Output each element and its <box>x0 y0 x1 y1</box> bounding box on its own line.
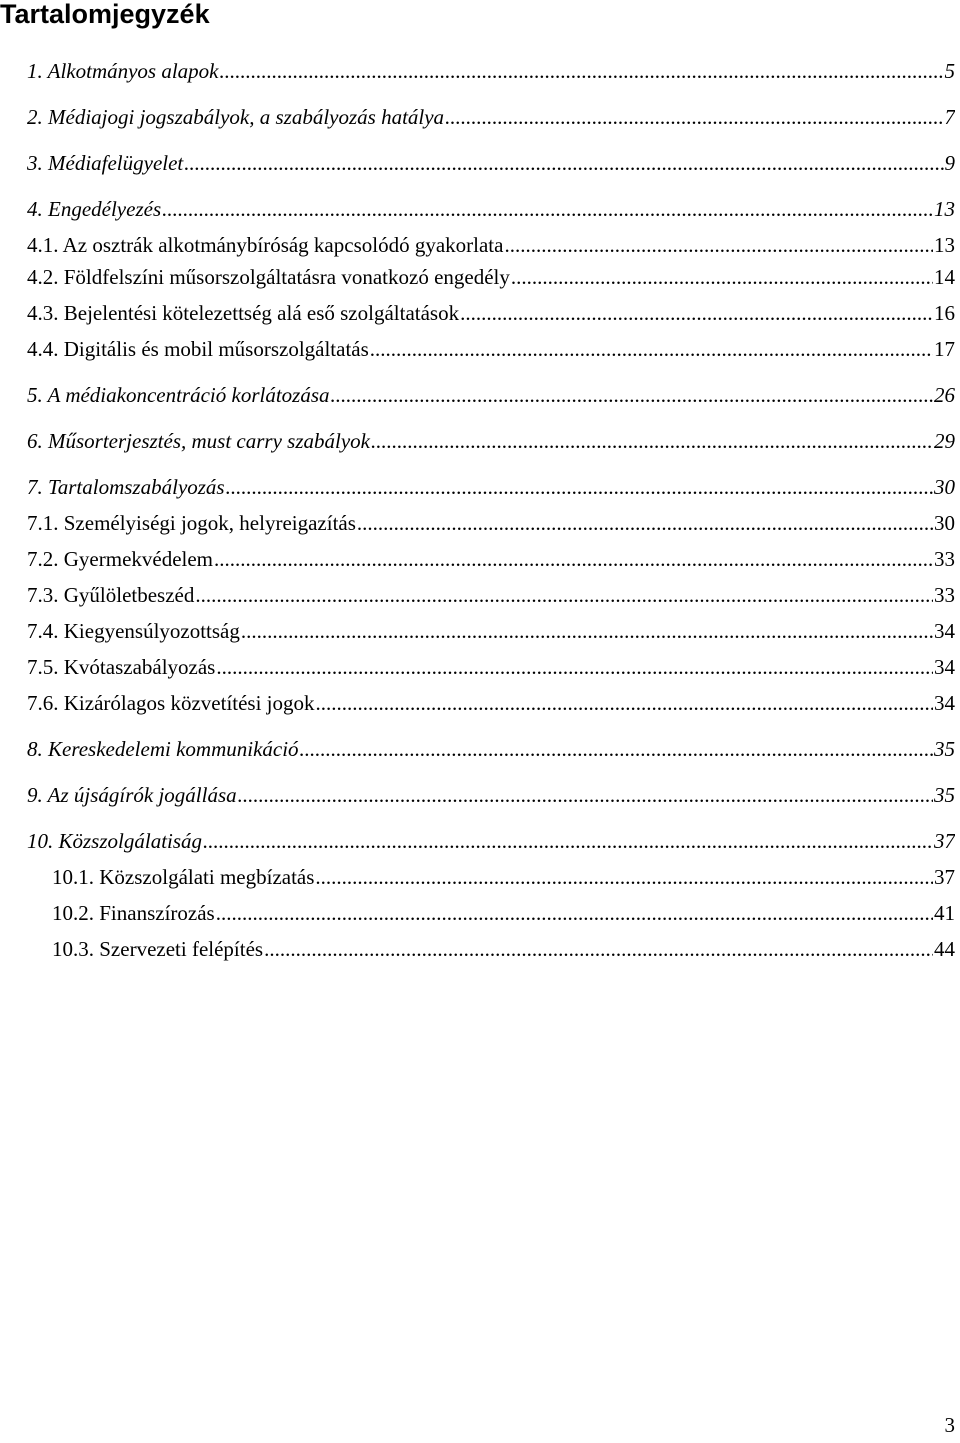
toc-entry-label: 7.5. Kvótaszabályozás <box>27 655 216 679</box>
toc-entry-label: 10.2. Finanszírozás <box>52 901 215 925</box>
toc-leader-dots <box>216 652 933 682</box>
toc-entry[interactable] <box>27 230 955 260</box>
toc-entry-page: 37 <box>934 829 955 853</box>
toc-entry-page: 16 <box>934 301 955 325</box>
page-number: 3 <box>944 1413 955 1437</box>
toc-entry-label: 10. Közszolgálatiság <box>27 829 203 853</box>
toc-leader-dots <box>460 298 933 328</box>
toc-entry-label: 6. Műsorterjesztés, must carry szabályok <box>27 429 370 453</box>
toc-leader-dots <box>316 688 933 718</box>
toc-entry[interactable] <box>27 826 955 856</box>
toc-leader-dots <box>331 380 933 410</box>
toc-entry[interactable] <box>27 616 955 646</box>
toc-entry-label: 9. Az újságírók jogállása <box>27 783 237 807</box>
toc-leader-dots <box>184 148 943 178</box>
toc-entry[interactable] <box>27 102 955 132</box>
toc-entry[interactable] <box>27 262 955 292</box>
toc-entry[interactable] <box>27 734 955 764</box>
toc-entry[interactable] <box>27 298 955 328</box>
toc-leader-dots <box>371 426 933 456</box>
toc-entry[interactable] <box>27 544 955 574</box>
toc-leader-dots <box>214 544 933 574</box>
toc-leader-dots <box>264 934 933 964</box>
toc-entry-label: 10.3. Szervezeti felépítés <box>52 937 264 961</box>
toc-entry-label: 2. Médiajogi jogszabályok, a szabályozás hatálya <box>27 105 445 129</box>
toc-entry-label: 5. A médiakoncentráció korlátozása <box>27 383 330 407</box>
toc-entry[interactable] <box>52 898 955 928</box>
toc-entry-label: 3. Médiafelügyelet <box>27 151 184 175</box>
toc-leader-dots <box>226 472 933 502</box>
toc-leader-dots <box>216 898 933 928</box>
toc-entry-label: 7.3. Gyűlöletbeszéd <box>27 583 195 607</box>
toc-leader-dots <box>195 580 933 610</box>
toc-entry-label: 7.1. Személyiségi jogok, helyreigazítás <box>27 511 356 535</box>
toc-entry[interactable] <box>27 780 955 810</box>
toc-entry-page: 30 <box>934 475 955 499</box>
toc-leader-dots <box>504 230 933 260</box>
toc-entry[interactable] <box>27 334 955 364</box>
toc-entry-label: 8. Kereskedelemi kommunikáció <box>27 737 299 761</box>
toc-entry-page: 44 <box>934 937 955 961</box>
toc-entry-label: 4. Engedélyezés <box>27 197 162 221</box>
toc-leader-dots <box>445 102 943 132</box>
toc-entry-page: 41 <box>934 901 955 925</box>
toc-entry[interactable] <box>27 688 955 718</box>
toc-leader-dots <box>511 262 933 292</box>
toc-entry-label: 7.4. Kiegyensúlyozottság <box>27 619 240 643</box>
toc-entry-page: 34 <box>934 619 955 643</box>
toc-entry[interactable] <box>27 472 955 502</box>
toc-entry-page: 29 <box>934 429 955 453</box>
toc-entry[interactable] <box>27 194 955 224</box>
toc-leader-dots <box>300 734 933 764</box>
toc-title: Tartalomjegyzék <box>0 0 210 29</box>
toc-entry-page: 26 <box>934 383 955 407</box>
toc-entry-label: 4.4. Digitális és mobil műsorszolgáltatás <box>27 337 369 361</box>
toc-entry-page: 14 <box>934 265 955 289</box>
toc-leader-dots <box>241 616 933 646</box>
toc-entry-page: 37 <box>934 865 955 889</box>
toc-entry-page: 33 <box>934 547 955 571</box>
toc-entry[interactable] <box>27 580 955 610</box>
toc-entry-page: 35 <box>934 783 955 807</box>
toc-entry-page: 34 <box>934 691 955 715</box>
toc-entry[interactable] <box>27 148 955 178</box>
toc-leader-dots <box>203 826 933 856</box>
toc-entry[interactable] <box>27 380 955 410</box>
toc-entry-page: 33 <box>934 583 955 607</box>
toc-entry[interactable] <box>52 934 955 964</box>
toc-entry-page: 35 <box>934 737 955 761</box>
toc-entry-page: 5 <box>944 59 955 83</box>
toc-entry-label: 7.2. Gyermekvédelem <box>27 547 214 571</box>
toc-entry[interactable] <box>27 652 955 682</box>
toc-entry-label: 7.6. Kizárólagos közvetítési jogok <box>27 691 315 715</box>
toc-entry-label: 7. Tartalomszabályozás <box>27 475 225 499</box>
toc-leader-dots <box>370 334 933 364</box>
toc-leader-dots <box>357 508 933 538</box>
toc-entry[interactable] <box>27 426 955 456</box>
toc-entry-page: 9 <box>944 151 955 175</box>
toc-entry-label: 1. Alkotmányos alapok <box>27 59 219 83</box>
toc-entry-page: 17 <box>934 337 955 361</box>
toc-entry[interactable] <box>27 56 955 86</box>
toc-entry-label: 4.3. Bejelentési kötelezettség alá eső szolgáltatások <box>27 301 460 325</box>
toc-entry-page: 34 <box>934 655 955 679</box>
toc-leader-dots <box>238 780 933 810</box>
toc-entry-page: 30 <box>934 511 955 535</box>
toc-entry[interactable] <box>27 508 955 538</box>
toc-leader-dots <box>220 56 944 86</box>
toc-entry-page: 13 <box>934 233 955 257</box>
toc-entry-page: 13 <box>934 197 955 221</box>
toc-entry-label: 4.1. Az osztrák alkotmánybíróság kapcsolódó gyakorlata <box>27 233 504 257</box>
toc-entry-label: 4.2. Földfelszíni műsorszolgáltatásra vonatkozó engedély <box>27 265 510 289</box>
toc-entry-page: 7 <box>944 105 955 129</box>
toc-leader-dots <box>162 194 933 224</box>
toc-entry-label: 10.1. Közszolgálati megbízatás <box>52 865 315 889</box>
toc-leader-dots <box>315 862 933 892</box>
toc-entry[interactable] <box>52 862 955 892</box>
